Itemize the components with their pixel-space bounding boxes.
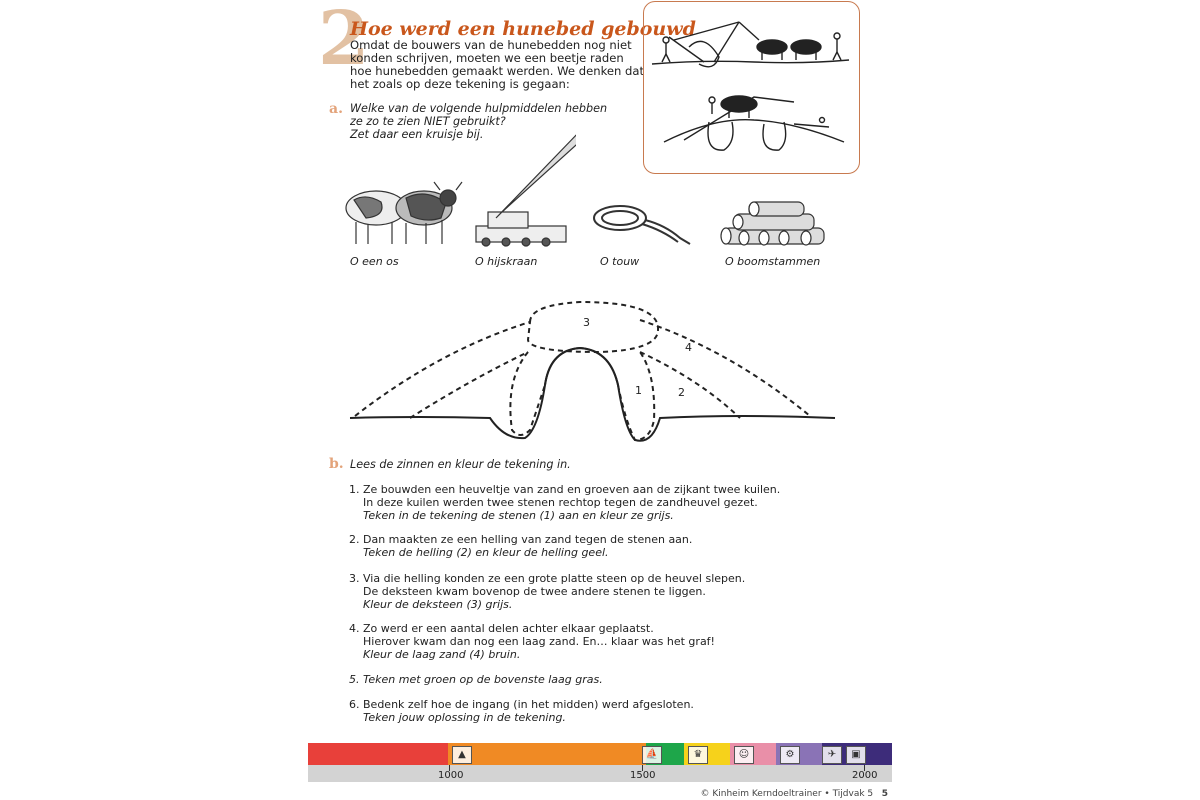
computer-period-icon: ▣ [846,746,866,764]
step-line: Via die helling konden ze een grote platte steen op de heuvel slepen. [363,572,746,585]
step-number: 4. [349,622,360,635]
exercise-number: 2 [318,0,370,82]
step-number: 5. [349,673,360,686]
rope-icon [590,200,700,254]
step-number: 1. [349,483,360,496]
question-a-line3: Zet daar een kruisje bij. [350,128,484,141]
option-ox[interactable]: O een os [350,255,399,268]
step-text [363,533,803,559]
question-a-line2: ze zo te zien NIET gebruikt? [350,115,506,128]
step-number: 2. [349,533,360,546]
question-b-text: Lees de zinnen en kleur de tekening in. [350,458,571,471]
step-instruction: Kleur de deksteen (3) grijs. [363,598,513,611]
step-text [363,698,803,724]
step-number: 6. [349,698,360,711]
step-line: In deze kuilen werden twee stenen rechtop tegen de zandheuvel gezet. [363,496,758,509]
construction-illustration-frame [643,1,860,174]
step-line: Dan maakten ze een helling van zand tegen de stenen aan. [363,533,693,546]
hunebed-period-icon: ▲ [452,746,472,764]
step-line: Zo werd er een aantal delen achter elkaar geplaatst. [363,622,654,635]
footer-credit [701,789,888,799]
step-line: De deksteen kwam bovenop de twee andere stenen te liggen. [363,585,706,598]
step-text [363,483,803,522]
portrait-period-icon: ☺ [734,746,754,764]
diagram-label-2: 2 [678,386,685,399]
diagram-label-4: 4 [685,341,692,354]
timeline-axis [308,765,892,782]
factory-period-icon: ⚙ [780,746,800,764]
dolmen-diagram [340,290,840,464]
step-text [363,673,803,686]
step-number: 3. [349,572,360,585]
intro-text: Omdat de bouwers van de hunebedden nog niet konden schrijven, moeten we een beetje raden hoe hunebedden gemaakt werden. We denken dat het zoals op deze tekening is gegaan: [350,38,645,91]
ship-period-icon: ⛵ [642,746,662,764]
step-line: Ze bouwden een heuveltje van zand en groeven aan de zijkant twee kuilen. [363,483,781,496]
tick-label-2000: 2000 [852,770,878,781]
footer-credit-text: © Kinheim Kerndoeltrainer • Tijdvak 5 [700,789,874,799]
page-title: Hoe werd een hunebed gebouwd [350,18,696,40]
timeline-bar [308,743,892,765]
step-text [363,622,803,661]
step-instruction: Kleur de laag zand (4) bruin. [363,648,521,661]
tick-label-1000: 1000 [438,770,464,781]
question-b-letter: b. [329,456,344,472]
diagram-label-1: 1 [635,384,642,397]
page-number: 5 [881,789,888,799]
option-crane[interactable]: O hijskraan [475,255,538,268]
timeline-segment-orange [448,743,646,765]
logs-icon [714,200,834,254]
crown-period-icon: ♛ [688,746,708,764]
timeline-segment-red [308,743,448,765]
step-instruction: Teken de helling (2) en kleur de helling geel. [363,546,609,559]
option-rope[interactable]: O touw [600,255,640,268]
tick-label-1500: 1500 [630,770,656,781]
construction-illustration [644,2,859,173]
step-instruction: Teken jouw oplossing in de tekening. [363,711,566,724]
option-logs[interactable]: O boomstammen [725,255,821,268]
crane-icon [466,126,576,254]
tank-period-icon: ✈ [822,746,842,764]
question-a-line1: Welke van de volgende hulpmiddelen hebben [350,102,608,115]
step-instruction: Teken in de tekening de stenen (1) aan en kleur ze grijs. [363,509,674,522]
step-line: Bedenk zelf hoe de ingang (in het midden) werd afgesloten. [363,698,694,711]
question-a-letter: a. [329,101,343,117]
step-instruction: Teken met groen op de bovenste laag gras. [363,673,603,686]
diagram-label-3: 3 [583,316,590,329]
ox-icon [336,178,466,254]
step-line: Hierover kwam dan nog een laag zand. En… klaar was het graf! [363,635,715,648]
step-text [363,572,803,611]
